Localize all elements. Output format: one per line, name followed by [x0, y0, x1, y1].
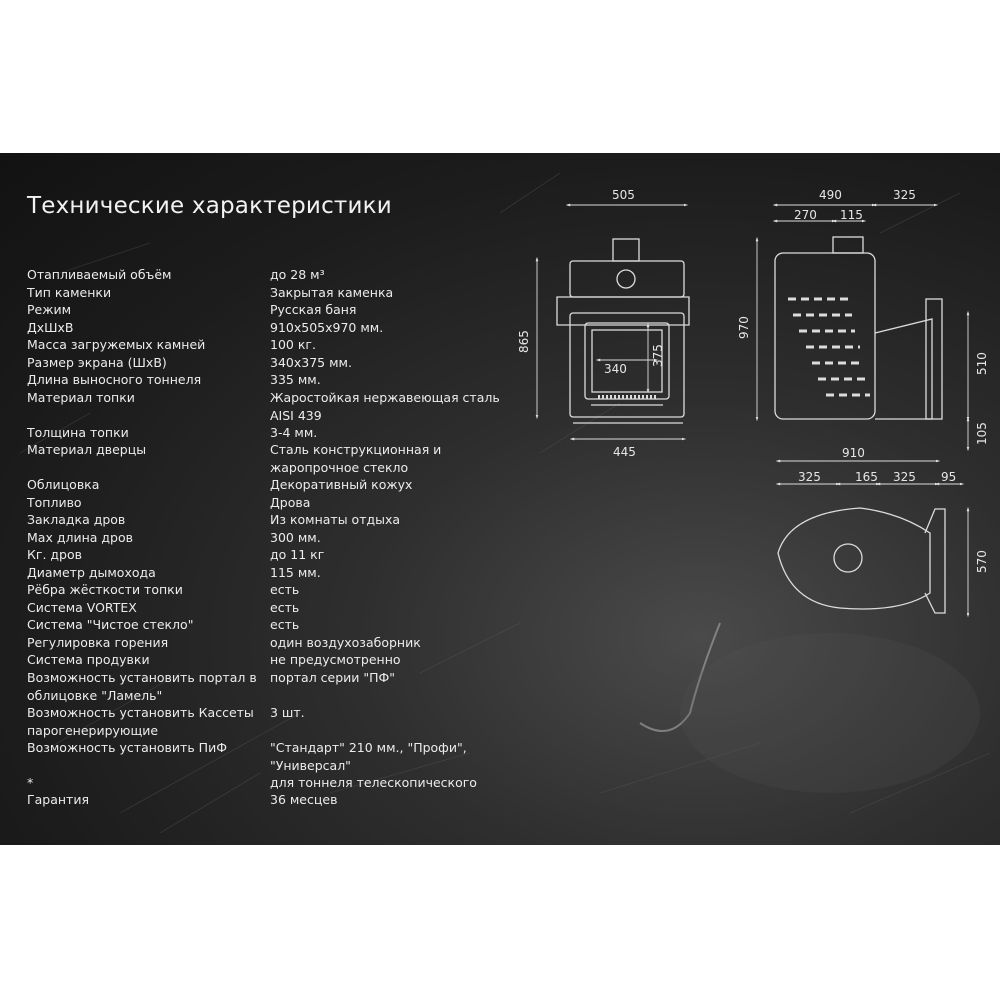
spec-value: для тоннеля телескопического	[270, 775, 477, 790]
spec-value: не предусмотренно	[270, 652, 401, 667]
dim-side-total: 490	[819, 188, 842, 202]
spec-value: до 11 кг	[270, 547, 325, 562]
spec-label: Режим	[27, 302, 72, 317]
spec-value: Декоративный кожух	[270, 477, 413, 492]
spec-value: 3 шт.	[270, 705, 305, 720]
spec-label: Закладка дров	[27, 512, 126, 527]
spec-label: Диаметр дымохода	[27, 565, 156, 580]
spec-label: Отапливаемый объём	[27, 267, 172, 282]
spec-value: 36 месцев	[270, 792, 338, 807]
side-view	[775, 237, 942, 419]
dim-top-a: 325	[798, 470, 821, 484]
dim-front-width: 505	[612, 188, 635, 202]
spec-value: 335 мм.	[270, 372, 321, 387]
spec-value: Русская баня	[270, 302, 357, 317]
spec-label: Тип каменки	[27, 285, 112, 300]
spec-label: Масса загружемых камней	[27, 337, 206, 352]
spec-value: Жаростойкая нержавеющая сталь AISI 439	[270, 390, 500, 423]
dim-side-bottom: 105	[975, 422, 989, 445]
spec-label: Размер экрана (ШхВ)	[27, 355, 167, 370]
spec-label: Материал дверцы	[27, 442, 147, 457]
spec-label: Система продувки	[27, 652, 150, 667]
dim-top-c: 325	[893, 470, 916, 484]
spec-label: Гарантия	[27, 792, 89, 807]
spec-label: Возможность установить Кассеты парогенерирующие	[27, 705, 254, 738]
spec-label: Кг. дров	[27, 547, 82, 562]
spec-label: Толщина топки	[27, 425, 129, 440]
dim-side-portal: 510	[975, 352, 989, 375]
spec-label: Система VORTEX	[27, 600, 137, 615]
spec-value: есть	[270, 617, 300, 632]
dim-front-base: 445	[613, 445, 636, 459]
page-title: Технические характеристики	[27, 193, 392, 219]
dim-top-b: 165	[855, 470, 878, 484]
spec-value: портал серии "ПФ"	[270, 670, 396, 685]
dim-side-height: 970	[737, 316, 751, 339]
dim-side-tunnel: 325	[893, 188, 916, 202]
spec-value: "Стандарт" 210 мм., "Профи", "Универсал"	[270, 740, 467, 773]
spec-label: Материал топки	[27, 390, 135, 405]
dim-screen-w: 340	[604, 362, 627, 376]
spec-value: есть	[270, 582, 300, 597]
dim-screen-h: 375	[651, 344, 665, 367]
spec-label: Возможность установить портал в облицовке "Ламель"	[27, 670, 257, 703]
dim-top-width: 570	[975, 550, 989, 573]
dim-side-b: 115	[840, 208, 863, 222]
spec-label: Рёбра жёсткости топки	[27, 582, 183, 597]
spec-label: Топливо	[27, 495, 82, 510]
stove-drawing	[0, 153, 1000, 845]
spec-value: есть	[270, 600, 300, 615]
spec-value: 300 мм.	[270, 530, 321, 545]
spec-label: *	[27, 775, 34, 790]
dim-top-d: 95	[941, 470, 957, 484]
spec-label: Длина выносного тоннеля	[27, 372, 202, 387]
spec-value: до 28 м³	[270, 267, 325, 282]
spec-value: 340х375 мм.	[270, 355, 352, 370]
spec-label: Система "Чистое стекло"	[27, 617, 194, 632]
dim-top-total: 910	[842, 446, 865, 460]
spec-label: ДхШхВ	[27, 320, 74, 335]
spec-panel	[0, 153, 1000, 845]
spec-value: Сталь конструкционная и жаропрочное стекло	[270, 442, 442, 475]
spec-value: 3-4 мм.	[270, 425, 318, 440]
spec-label: Max длина дров	[27, 530, 133, 545]
spec-value: 115 мм.	[270, 565, 321, 580]
spec-value: 100 кг.	[270, 337, 316, 352]
spec-label: Регулировка горения	[27, 635, 169, 650]
dim-side-a: 270	[794, 208, 817, 222]
spec-value: один воздухозаборник	[270, 635, 421, 650]
spec-label: Возможность установить ПиФ	[27, 740, 227, 755]
top-view	[778, 508, 945, 613]
spec-value: Дрова	[270, 495, 311, 510]
spec-label: Облицовка	[27, 477, 100, 492]
spec-value: 910х505х970 мм.	[270, 320, 384, 335]
spec-value: Из комнаты отдыха	[270, 512, 401, 527]
spec-value: Закрытая каменка	[270, 285, 394, 300]
dim-front-height: 865	[517, 330, 531, 353]
